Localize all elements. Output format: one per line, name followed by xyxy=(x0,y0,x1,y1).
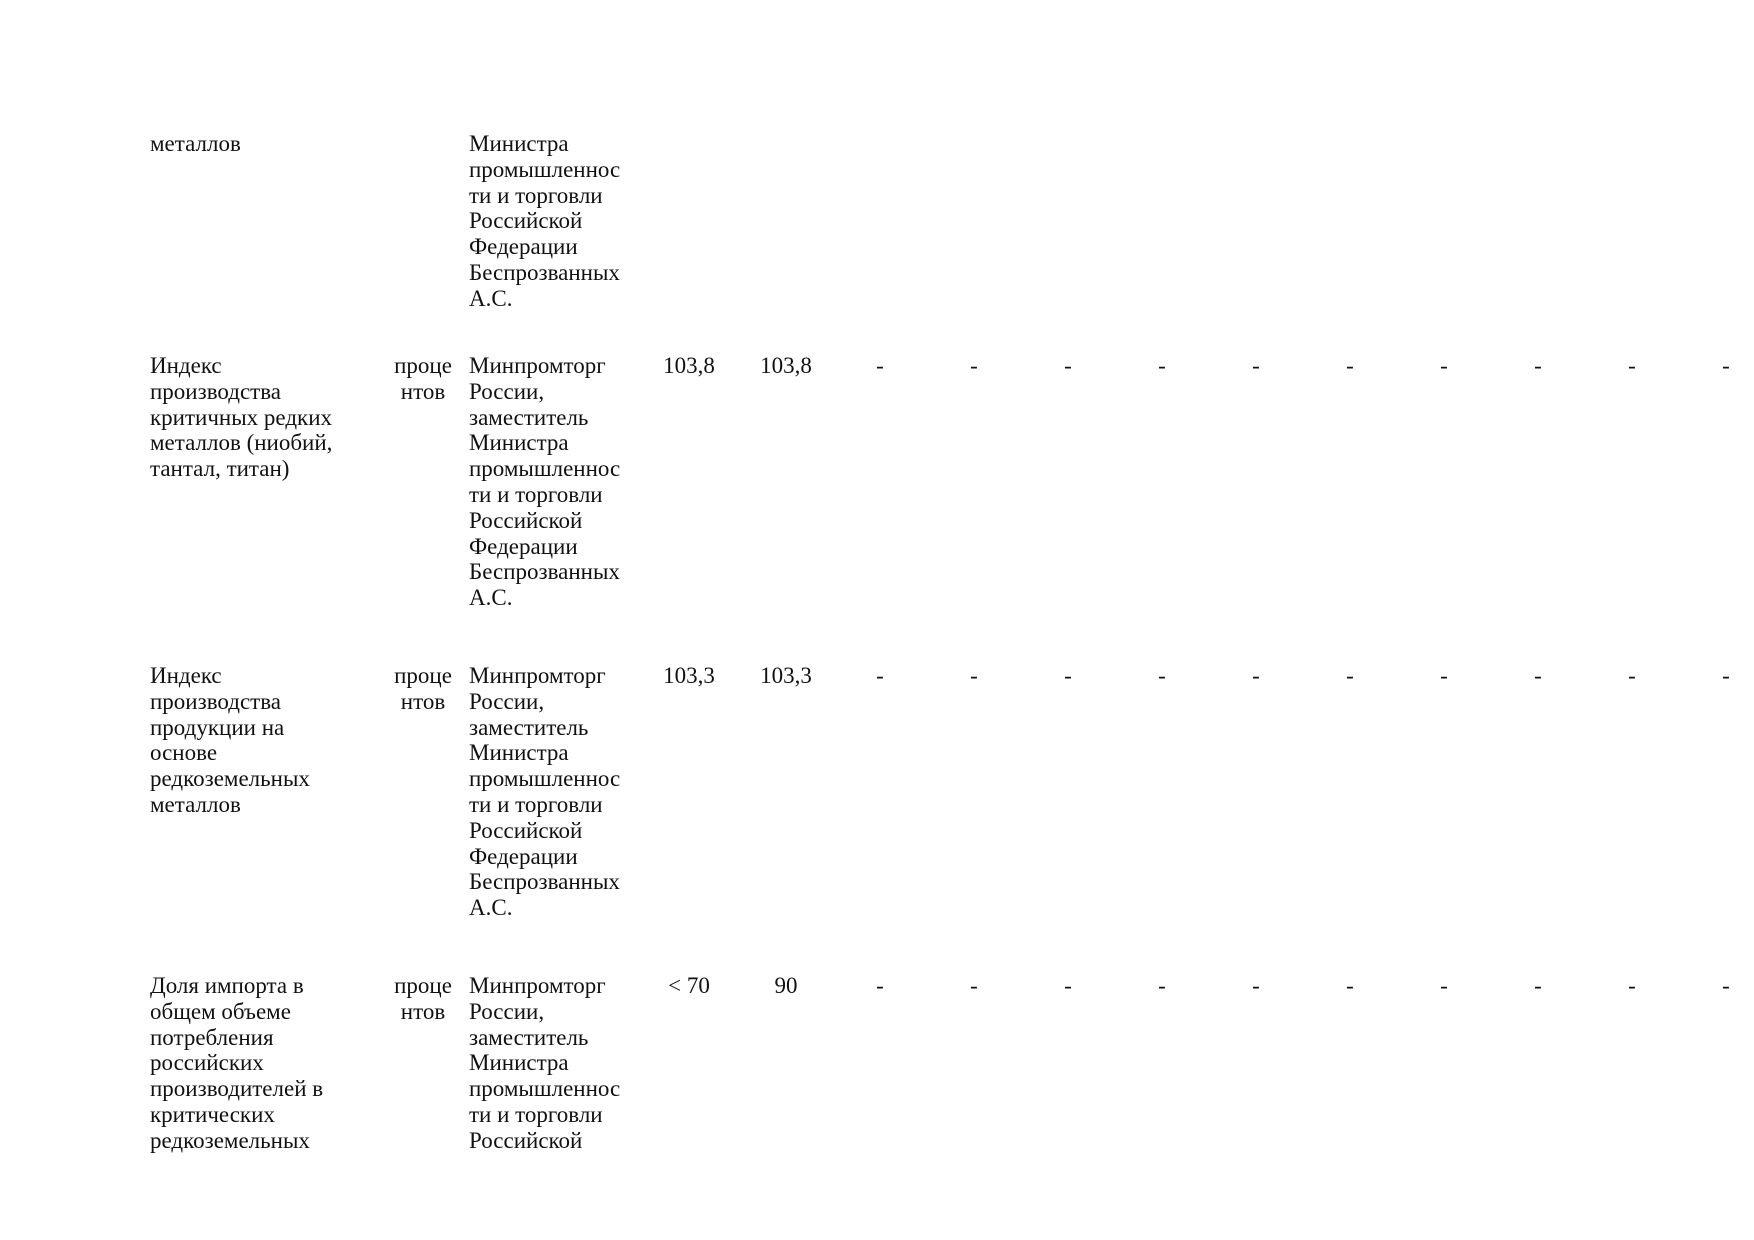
row-2-dash-1: - xyxy=(876,663,884,688)
row-3-dash-6: - xyxy=(1346,973,1354,998)
row-3-dash-4: - xyxy=(1158,973,1166,998)
row-3-dash-5: - xyxy=(1252,973,1260,998)
row-1-value-2: 103,8 xyxy=(760,353,812,378)
row-3-unit: проце нтов xyxy=(394,973,452,1024)
row-2-dash-6: - xyxy=(1346,663,1354,688)
row-2-dash-9: - xyxy=(1628,663,1636,688)
row-2-indicator-name: Индекс производства продукции на основе редкоземельных металлов xyxy=(150,663,310,817)
row-3-dash-3: - xyxy=(1064,973,1072,998)
row-3-dash-8: - xyxy=(1534,973,1542,998)
row-3-responsible: Минпромторг России, заместитель Министра промышленнос ти и торговли Российской xyxy=(469,973,621,1153)
row-3-dash-10: - xyxy=(1722,973,1730,998)
row-0-indicator-name: металлов xyxy=(150,131,241,156)
row-1-dash-6: - xyxy=(1346,353,1354,378)
row-1-responsible: Минпромторг России, заместитель Министра промышленнос ти и торговли Российской Федерации Беспрозванных А.С. xyxy=(469,353,621,611)
row-1-dash-1: - xyxy=(876,353,884,378)
row-1-dash-2: - xyxy=(970,353,978,378)
row-2-dash-3: - xyxy=(1064,663,1072,688)
row-1-dash-10: - xyxy=(1722,353,1730,378)
row-2-dash-5: - xyxy=(1252,663,1260,688)
row-3-dash-9: - xyxy=(1628,973,1636,998)
row-3-dash-1: - xyxy=(876,973,884,998)
row-1-value-1: 103,8 xyxy=(663,353,715,378)
row-0-responsible: Министра промышленнос ти и торговли Российской Федерации Беспрозванных А.С. xyxy=(469,131,621,311)
row-3-value-2: 90 xyxy=(774,973,798,998)
row-1-unit: проце нтов xyxy=(394,353,452,404)
row-2-responsible: Минпромторг России, заместитель Министра промышленнос ти и торговли Российской Федерации Беспрозванных А.С. xyxy=(469,663,621,921)
row-1-dash-3: - xyxy=(1064,353,1072,378)
row-1-dash-8: - xyxy=(1534,353,1542,378)
row-1-dash-5: - xyxy=(1252,353,1260,378)
row-2-dash-8: - xyxy=(1534,663,1542,688)
row-2-value-1: 103,3 xyxy=(663,663,715,688)
row-2-dash-4: - xyxy=(1158,663,1166,688)
row-2-dash-7: - xyxy=(1440,663,1448,688)
row-2-unit: проце нтов xyxy=(394,663,452,714)
row-3-value-1: < 70 xyxy=(668,973,710,998)
row-1-dash-7: - xyxy=(1440,353,1448,378)
row-2-value-2: 103,3 xyxy=(760,663,812,688)
row-1-dash-9: - xyxy=(1628,353,1636,378)
row-2-dash-10: - xyxy=(1722,663,1730,688)
row-3-dash-2: - xyxy=(970,973,978,998)
row-1-indicator-name: Индекс производства критичных редких металлов (ниобий, тантал, титан) xyxy=(150,353,333,482)
row-3-dash-7: - xyxy=(1440,973,1448,998)
row-1-dash-4: - xyxy=(1158,353,1166,378)
row-2-dash-2: - xyxy=(970,663,978,688)
row-3-indicator-name: Доля импорта в общем объеме потребления российских производителей в критических редкоземельных xyxy=(150,973,324,1153)
